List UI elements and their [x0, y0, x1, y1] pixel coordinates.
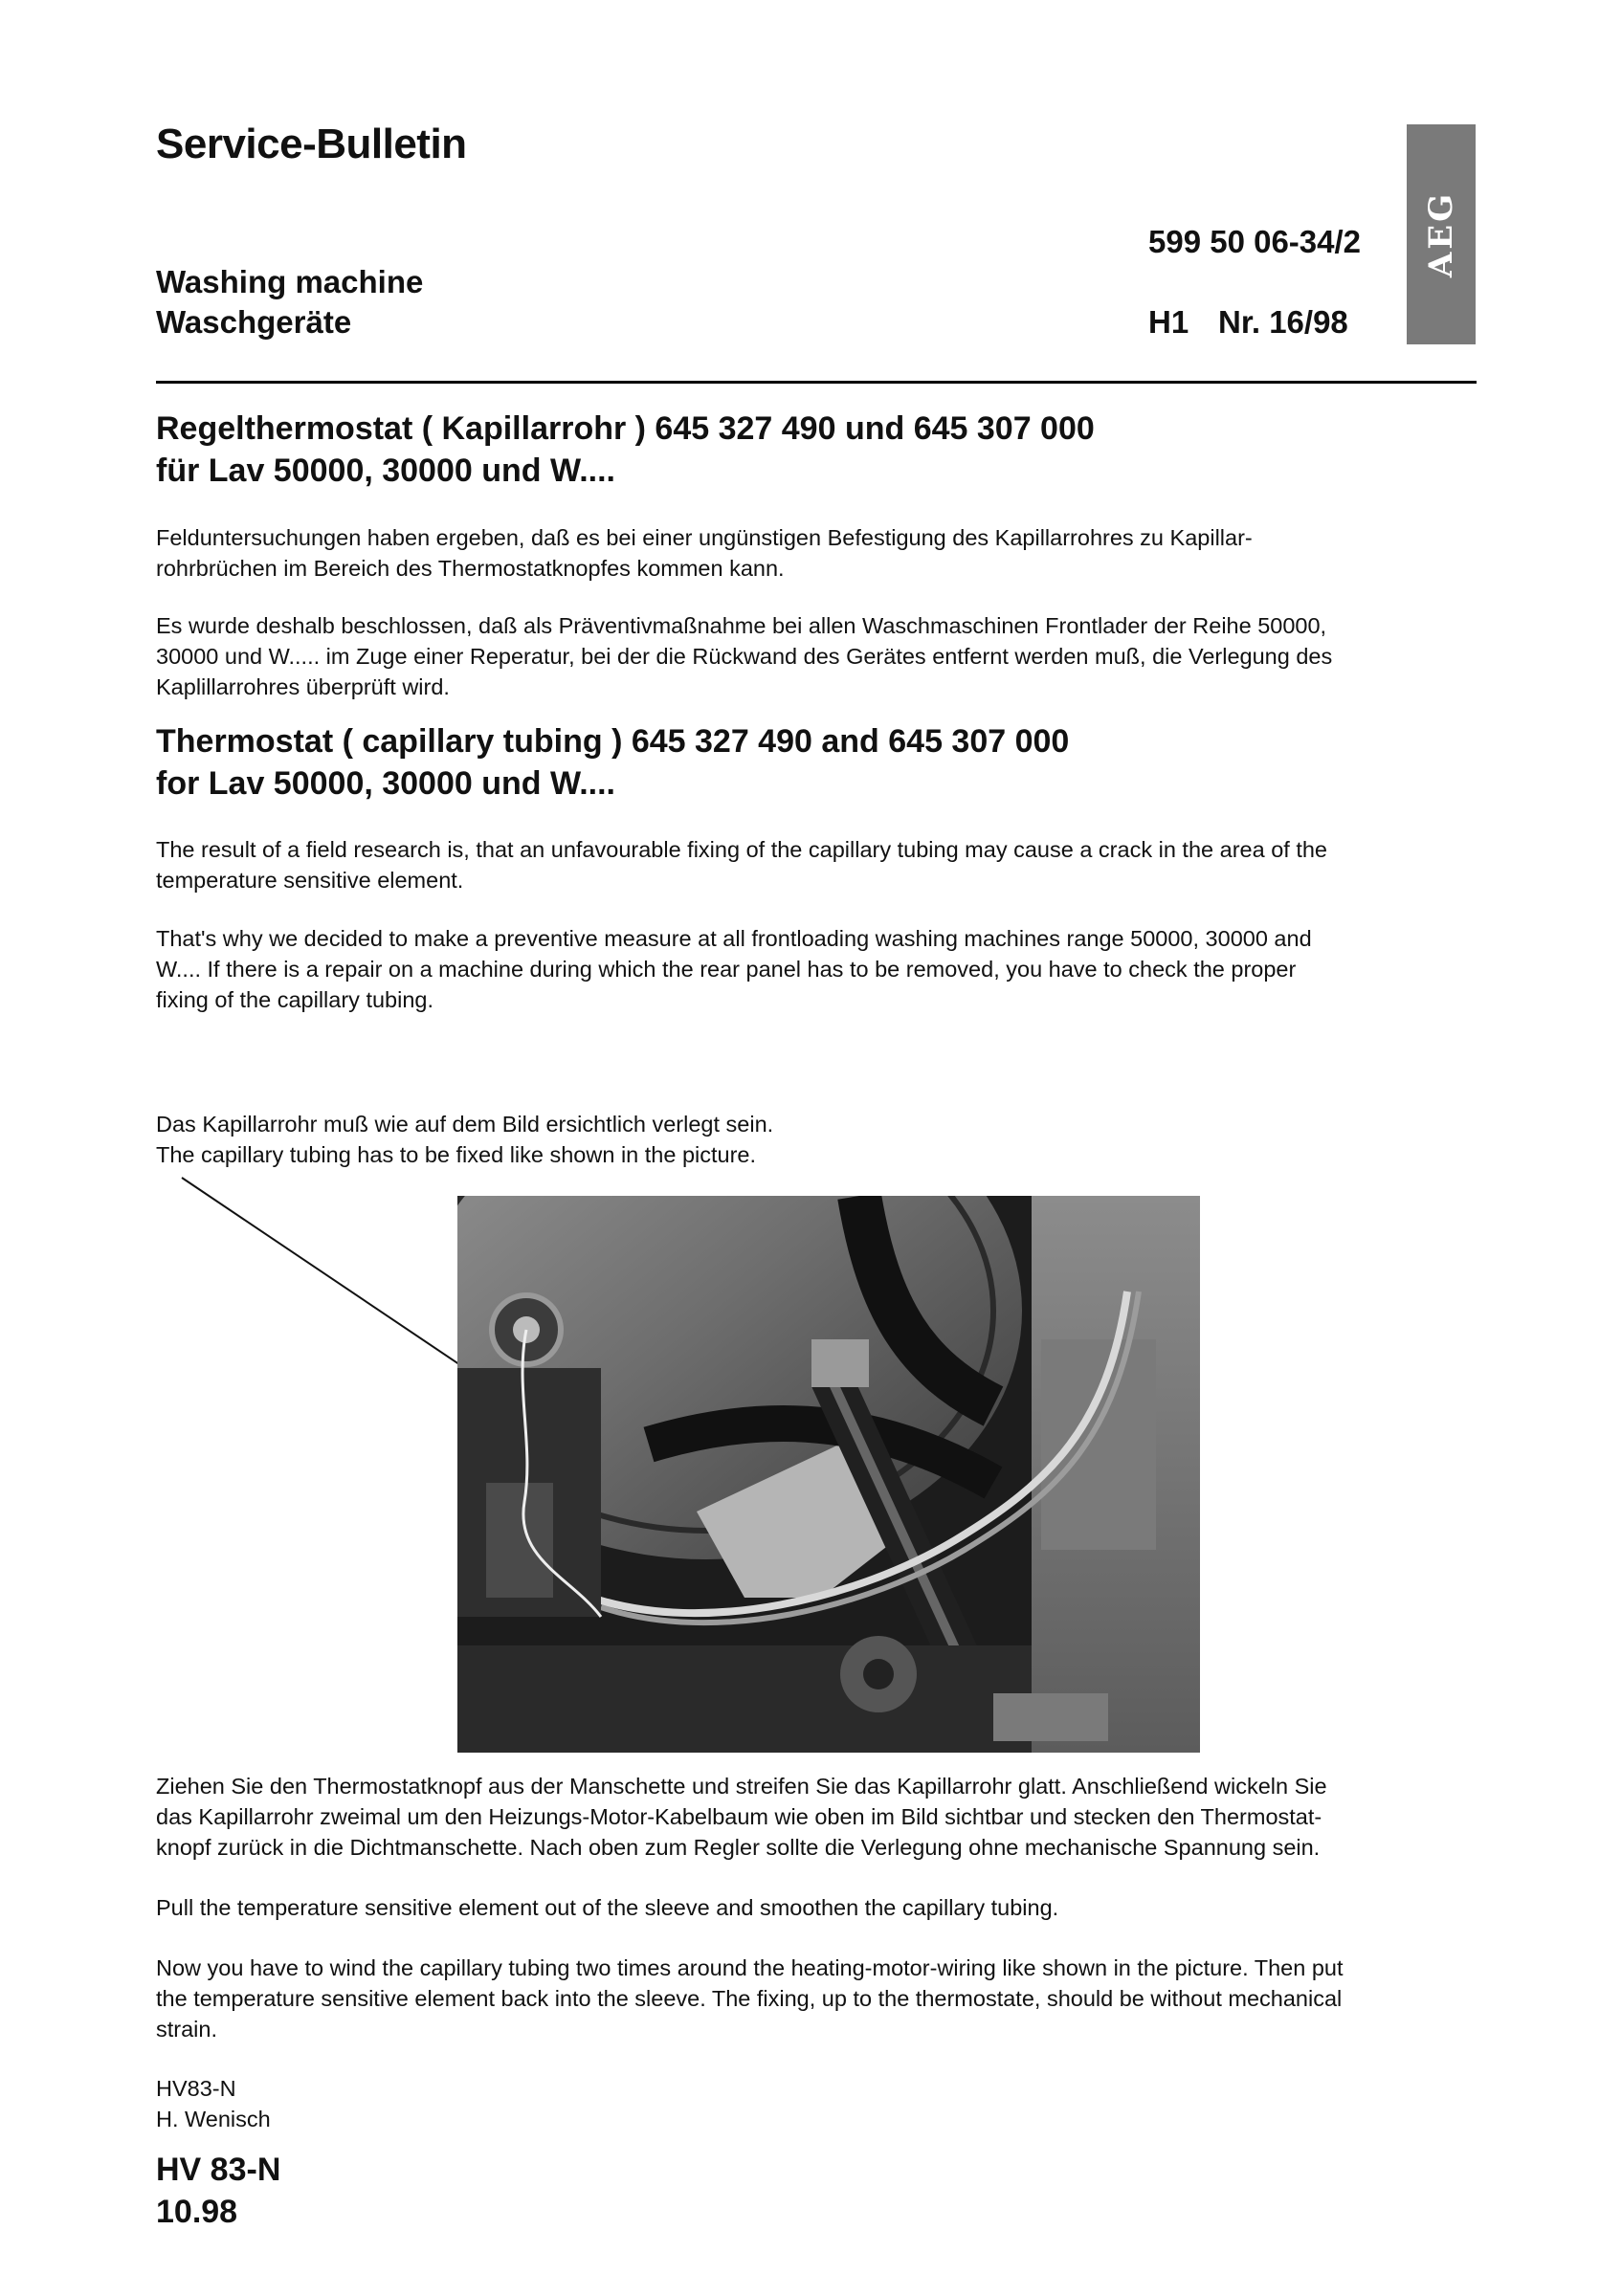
section-de-para1-line1: Felduntersuchungen haben ergeben, daß es bei einer ungünstigen Befestigung des Kapillarrohres zu Kapillar-	[156, 525, 1253, 550]
instructions-en2-line3: strain.	[156, 2017, 217, 2042]
product-english: Washing machine	[156, 264, 424, 299]
footer-code: HV 83-N	[156, 2152, 281, 2188]
signature-department: HV83-N	[156, 2076, 236, 2101]
instructions-de-line2: das Kapillarrohr zweimal um den Heizungs-Motor-Kabelbaum wie oben im Bild sichtbar und stecken den Thermostat-	[156, 1804, 1322, 1829]
section-en-para1-line2: temperature sensitive element.	[156, 868, 464, 893]
issue-code: H1	[1148, 304, 1189, 340]
signature-name: H. Wenisch	[156, 2107, 271, 2131]
caption-german: Das Kapillarrohr muß wie auf dem Bild ersichtlich verlegt sein.	[156, 1112, 774, 1137]
section-de-heading-line2: für Lav 50000, 30000 und W....	[156, 453, 615, 489]
section-en-para1-line1: The result of a field research is, that an unfavourable fixing of the capillary tubing may cause a crack in the area of the	[156, 837, 1327, 862]
instructions-en2-line2: the temperature sensitive element back into the sleeve. The fixing, up to the thermostate, should be without mechanical	[156, 1986, 1343, 2011]
section-en-para2-line1: That's why we decided to make a preventive measure at all frontloading washing machines range 50000, 30000 and	[156, 926, 1312, 951]
issue-number: Nr. 16/98	[1218, 304, 1348, 340]
footer-date: 10.98	[156, 2194, 238, 2230]
section-en-heading-line1: Thermostat ( capillary tubing ) 645 327 490 and 645 307 000	[156, 723, 1070, 760]
section-de-para2-line1: Es wurde deshalb beschlossen, daß als Präventivmaßnahme bei allen Waschmaschinen Frontlader der Reihe 50000,	[156, 613, 1327, 638]
instructions-de-line3: knopf zurück in die Dichtmanschette. Nach oben zum Regler sollte die Verlegung ohne mechanische Spannung sein.	[156, 1835, 1321, 1860]
instructions-en1: Pull the temperature sensitive element out of the sleeve and smoothen the capillary tubing.	[156, 1895, 1059, 1920]
section-de-heading-line1: Regelthermostat ( Kapillarrohr ) 645 327 490 und 645 307 000	[156, 410, 1095, 447]
section-de-para2-line3: Kaplillarrohres überprüft wird.	[156, 674, 450, 699]
section-de-para2-line2: 30000 und W..... im Zuge einer Reperatur, bei der die Rückwand des Gerätes entfernt werden muß, die Verlegung des	[156, 644, 1333, 669]
instructions-de-line1: Ziehen Sie den Thermostatknopf aus der Manschette und streifen Sie das Kapillarrohr glatt. Anschließend wickeln Sie	[156, 1774, 1327, 1799]
section-en-heading-line2: for Lav 50000, 30000 und W....	[156, 765, 615, 802]
section-en-para2-line3: fixing of the capillary tubing.	[156, 987, 433, 1012]
aeg-logo-text: AEG	[1422, 190, 1460, 278]
product-german: Waschgeräte	[156, 304, 352, 340]
document-number: 599 50 06-34/2	[1148, 224, 1362, 259]
instructions-en2-line1: Now you have to wind the capillary tubing two times around the heating-motor-wiring like shown in the picture. Then put	[156, 1955, 1344, 1980]
machine-interior-photo	[457, 1196, 1200, 1753]
caption-english: The capillary tubing has to be fixed like shown in the picture.	[156, 1142, 757, 1167]
bulletin-title: Service-Bulletin	[156, 121, 467, 167]
section-en-para2-line2: W.... If there is a repair on a machine during which the rear panel has to be removed, you have to check the proper	[156, 957, 1297, 982]
section-de-para1-line2: rohrbrüchen im Bereich des Thermostatknopfes kommen kann.	[156, 556, 785, 581]
